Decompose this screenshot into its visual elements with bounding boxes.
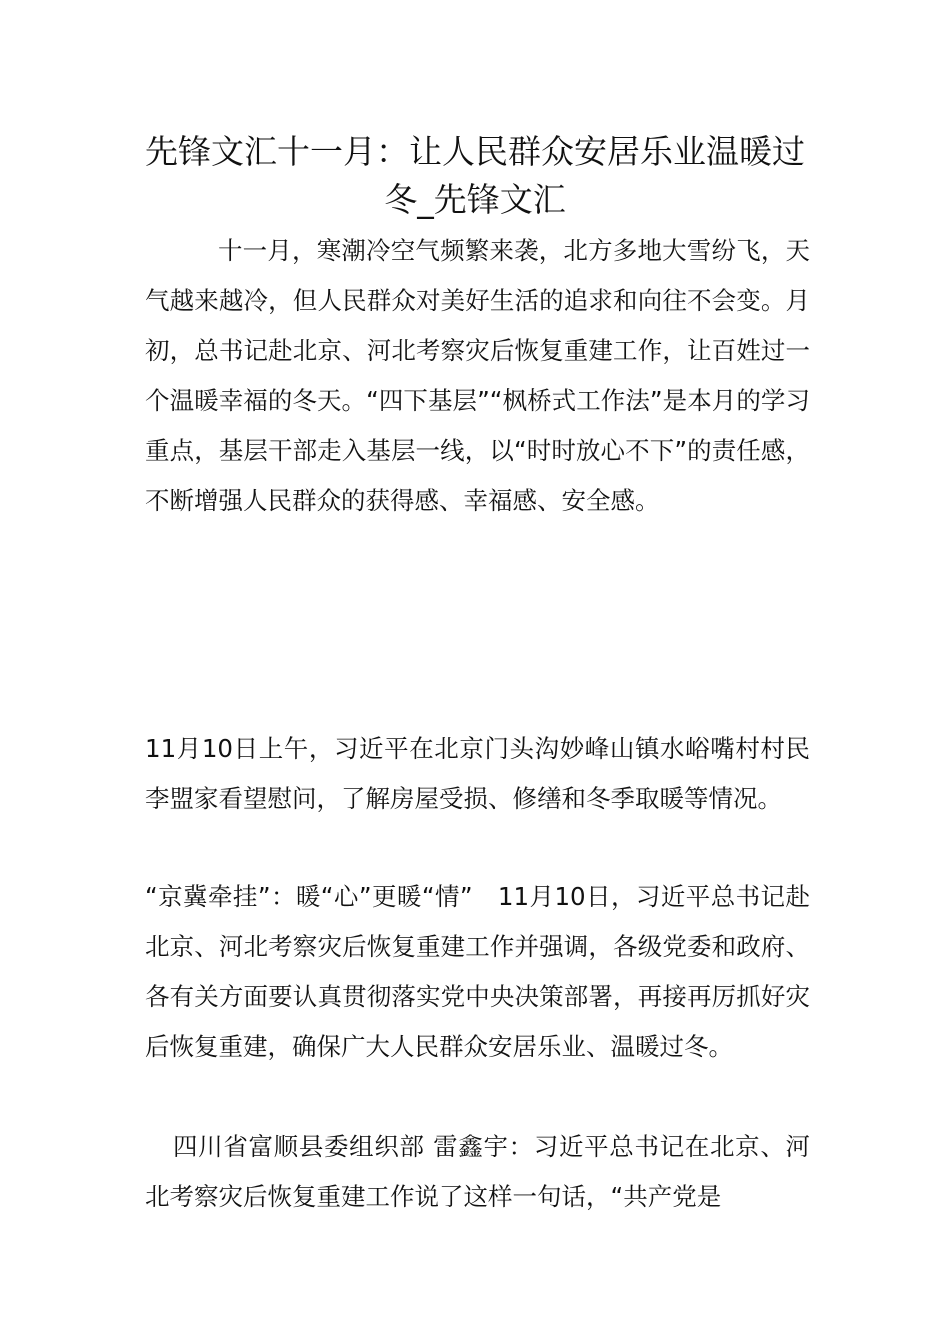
paragraph-commentary: 四川省富顺县委组织部 雷鑫宇：习近平总书记在北京、河北考察灾后恢复重建工作说了这样一句话，“共产党是 [145,1132,810,1211]
paragraph-beijing-hebei: “京冀牵挂”：暖“心”更暖“情” 11月10日，习近平总书记赴北京、河北考察灾后恢复重建工作并强调，各级党委和政府、各有关方面要认真贯彻落实党中央决策部署，再接再厉抓好灾后恢复重建，确保广大人民群众安居乐业、温暖过冬。 [145,882,810,1061]
paragraph-visit: 11月10日上午，习近平在北京门头沟妙峰山镇水峪嘴村村民李盟家看望慰问，了解房屋受损、修缮和冬季取暖等情况。 [145,734,810,813]
paragraph-intro: 十一月，寒潮冷空气频繁来袭，北方多地大雪纷飞，天气越来越冷，但人民群众对美好生活的追求和向往不会变。月初，总书记赴北京、河北考察灾后恢复重建工作，让百姓过一个温暖幸福的冬天。“四下基层”“枫桥式工作法”是本月的学习重点，基层干部走入基层一线，以“时时放心不下”的责任感，不断增强人民群众的获得感、幸福感、安全感。 [145,236,810,515]
document-title: 先锋文汇十一月：让人民群众安居乐业温暖过冬_先锋文汇 [145,132,805,219]
